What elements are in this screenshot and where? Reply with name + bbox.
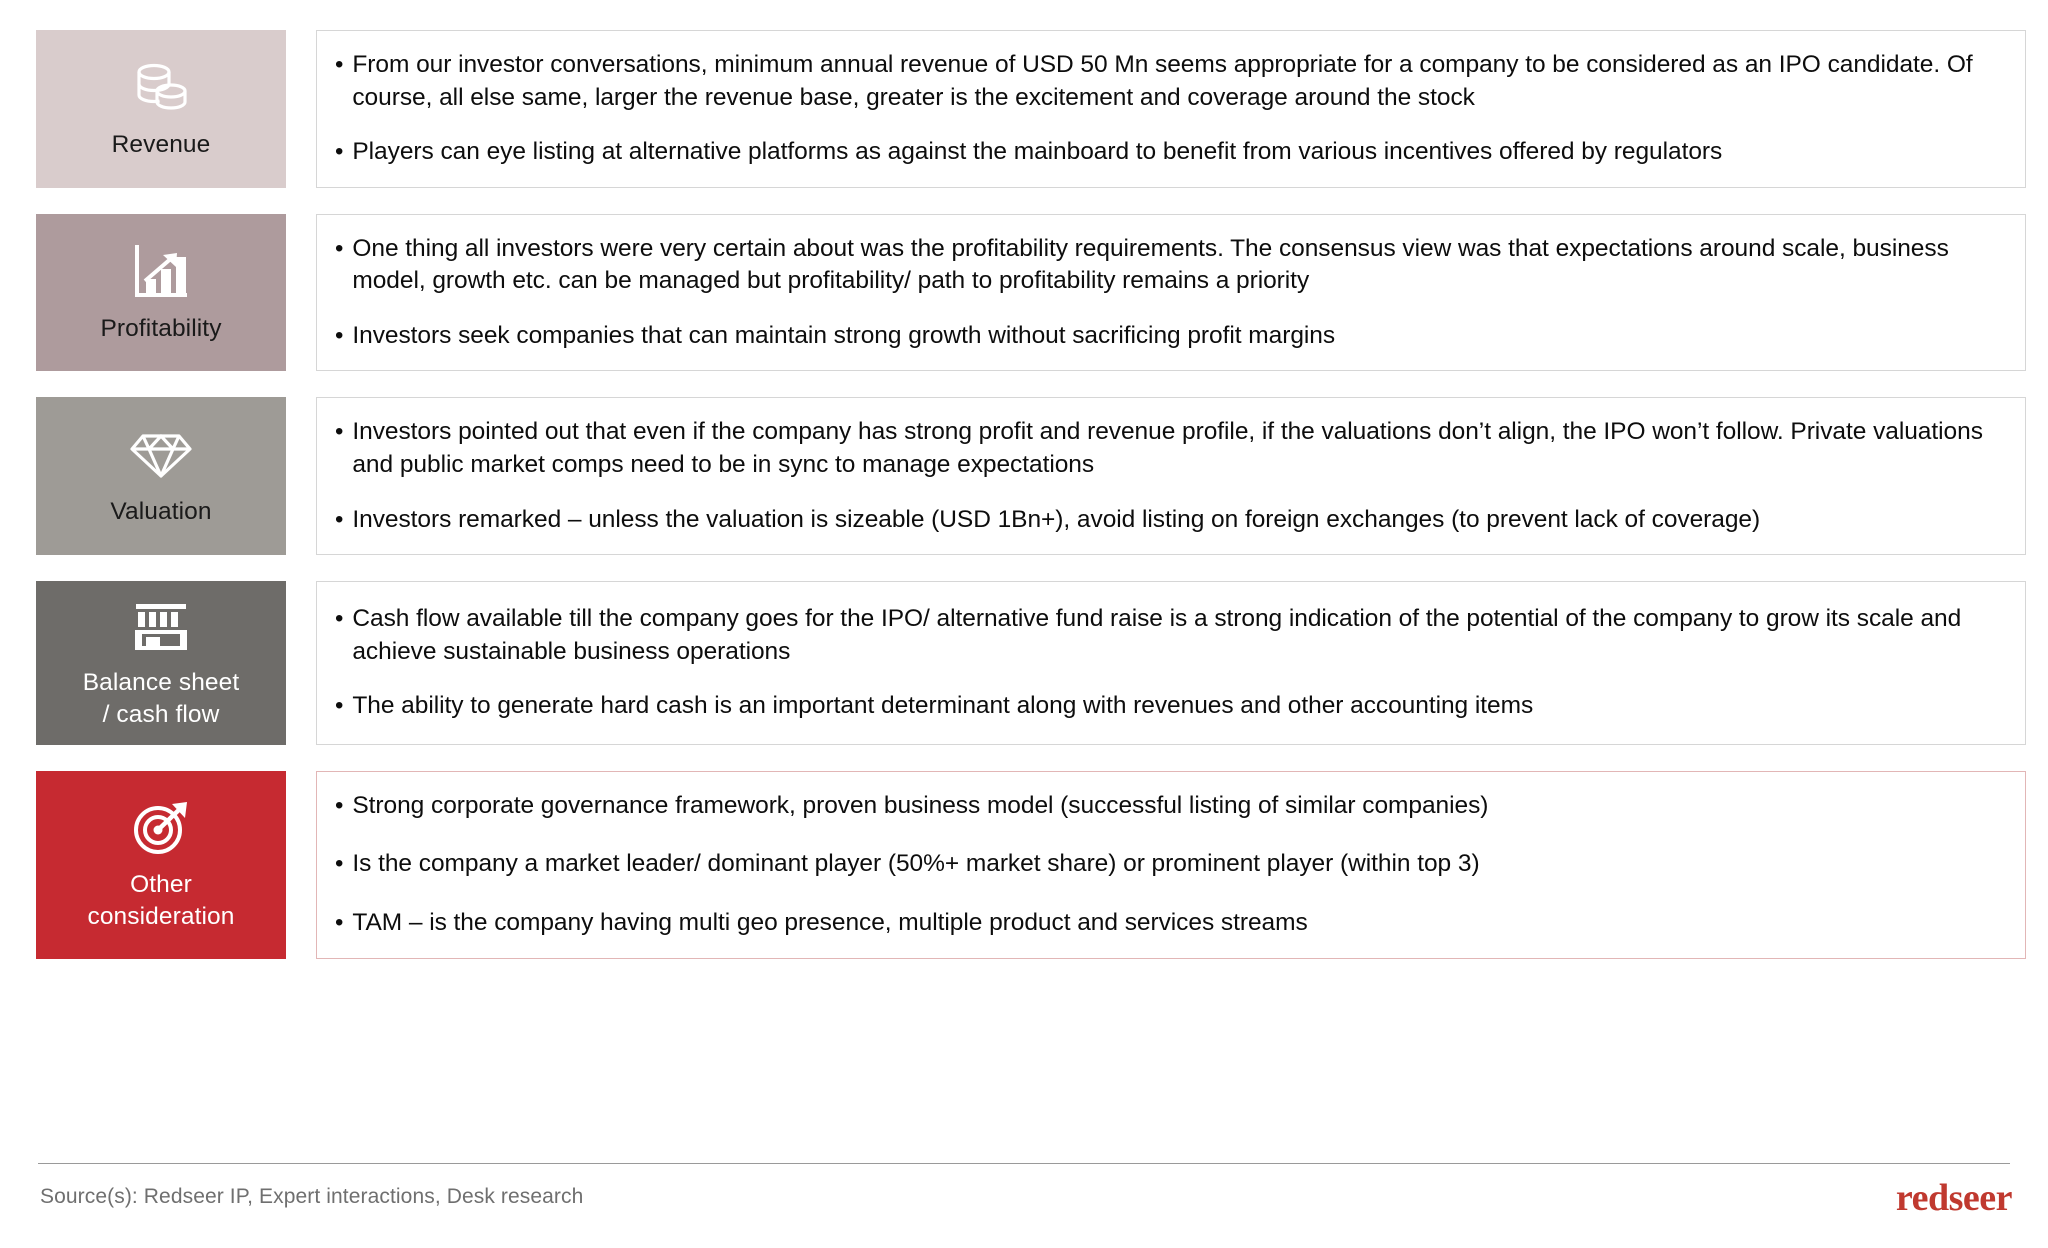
bullet-text: Investors seek companies that can maintain strong growth without sacrificing profit margins [352,321,1336,349]
bullet-text: Investors remarked – unless the valuation is sizeable (USD 1Bn+), avoid listing on foreign exchanges (to prevent lack of coverage) [352,505,1761,533]
bullet-item [335,49,1999,114]
category-tile-balance-sheet-cash-flow[interactable] [36,581,286,745]
bullet-dot-icon: • [335,234,344,262]
bullet-text: Players can eye listing at alternative platforms as against the mainboard to benefit from various incentives offered by regulators [352,138,1723,166]
category-tile-other-consideration[interactable] [36,771,286,959]
category-label-revenue: Revenue [111,130,211,158]
source-note: Source(s): Redseer IP, Expert interactions, Desk research [40,1185,584,1208]
criteria-rows [36,30,2026,985]
bullet-text: From our investor conversations, minimum annual revenue of USD 50 Mn seems appropriate for a company to be considered as an IPO candidate. Of course, all else same, larger the revenue base, greater is the excitement and coverage around the stock [352,51,1973,111]
detail-panel-balance-sheet-cash-flow [316,581,2026,745]
target-arrow-icon [130,797,192,859]
bullet-text: Investors pointed out that even if the company has strong profit and revenue profile, if the valuations don’t align, the IPO won’t follow. Private valuations and public market comps need to be in sync to manage expectations [352,418,1983,479]
bullet-dot-icon: • [335,791,344,819]
bullet-item [335,233,1999,298]
criteria-row-profitability [36,214,2026,372]
bullet-item [335,504,1999,537]
diamond-icon [129,424,193,486]
bullet-dot-icon: • [335,138,344,166]
footer-divider [38,1163,2010,1164]
redseer-logo: redseer [1895,1177,2012,1219]
bullet-dot-icon: • [335,321,344,349]
bullet-item [335,790,1999,823]
bullet-item [335,848,1999,881]
detail-panel-other-consideration [316,771,2026,959]
criteria-row-other-consideration [36,771,2026,959]
category-label-other-consideration: Other consideration [87,870,235,930]
category-label-valuation: Valuation [110,498,212,526]
bullet-dot-icon: • [335,51,344,78]
criteria-row-balance-sheet-cash-flow [36,581,2026,745]
bullet-dot-icon: • [335,692,344,720]
category-tile-valuation[interactable] [36,397,286,555]
detail-panel-revenue [316,30,2026,188]
bullet-text: One thing all investors were very certain about was the profitability requirements. The consensus view was that expectations around scale, business model, growth etc. can be managed but profitability/ path to profitability remains a priority [352,234,1949,295]
bullet-dot-icon: • [335,850,344,878]
category-label-profitability: Profitability [100,314,222,342]
bullet-item [335,416,1999,481]
bullet-dot-icon: • [335,418,344,446]
bullet-text: The ability to generate hard cash is an important determinant along with revenues and other accounting items [352,692,1534,720]
bar-chart-growth-icon [131,241,191,303]
category-tile-revenue[interactable] [36,30,286,188]
bullet-dot-icon: • [335,909,344,937]
detail-panel-valuation [316,397,2026,555]
storefront-icon [131,595,191,657]
bullet-text: Cash flow available till the company goes for the IPO/ alternative fund raise is a strong indication of the potential of the company to grow its scale and achieve sustainable business operations [352,605,1962,665]
criteria-row-valuation [36,397,2026,555]
bullet-dot-icon: • [335,505,344,533]
bullet-item [335,603,1999,668]
detail-panel-profitability [316,214,2026,372]
category-label-balance-sheet-cash-flow: Balance sheet / cash flow [82,669,240,729]
bullet-text: Is the company a market leader/ dominant player (50%+ market share) or prominent player (within top 3) [352,850,1480,878]
bullet-item [335,136,1999,169]
bullet-text: Strong corporate governance framework, proven business model (successful listing of similar companies) [352,791,1489,819]
bullet-text: TAM – is the company having multi geo presence, multiple product and services streams [352,909,1308,937]
category-tile-profitability[interactable] [36,214,286,372]
bullet-item [335,907,1999,940]
coins-icon [130,57,192,119]
bullet-dot-icon: • [335,605,344,633]
bullet-item [335,320,1999,353]
bullet-item [335,690,1999,723]
criteria-row-revenue [36,30,2026,188]
